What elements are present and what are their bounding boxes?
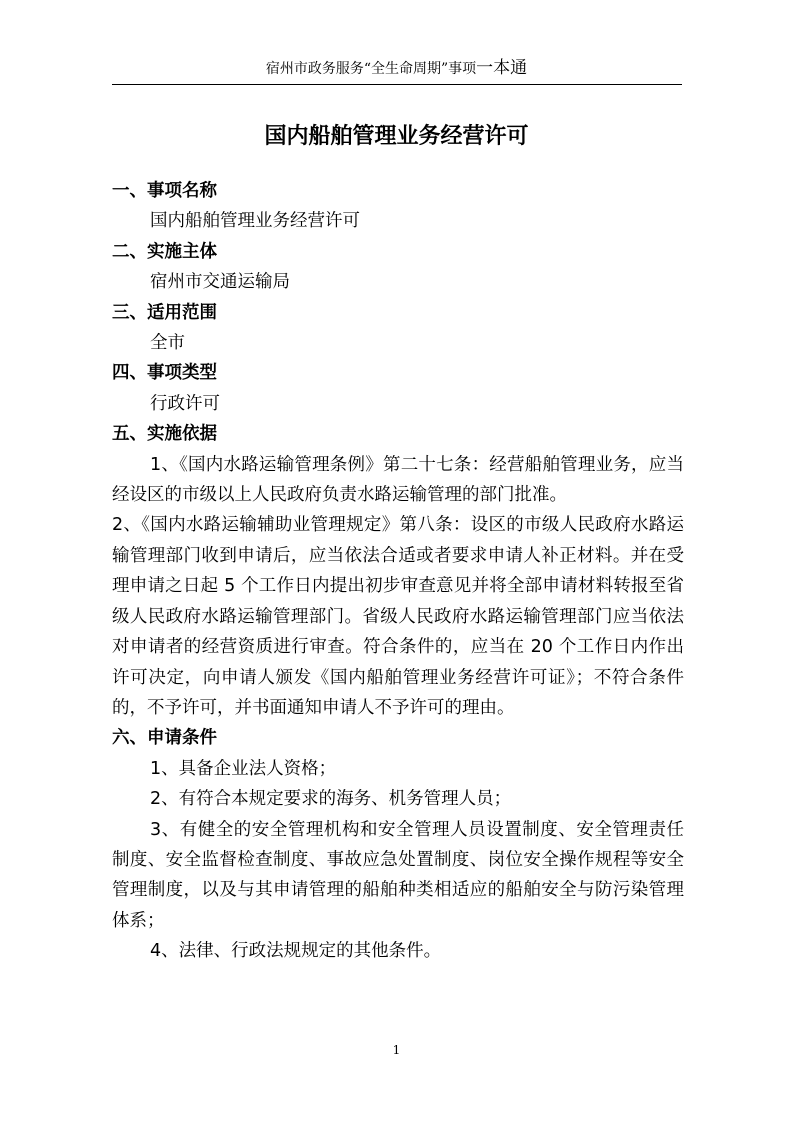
header-rule [112,84,682,85]
document-title: 国内船舶管理业务经营许可 [264,124,529,149]
section-heading-item-name: 一、事项名称 [112,181,217,201]
section-heading-implementer: 二、实施主体 [112,241,217,262]
section-heading-conditions: 六、申请条件 [112,728,217,749]
condition-item: 3、有健全的安全管理机构和安全管理人员设置制度、安全管理责任制度、安全监督检查制度、事故应急处置制度、岗位安全操作规程等安全管理制度，以及与其申请管理的船舶种类相适应的船舶安全与防污染管理体系； [112,819,684,931]
section-heading-scope: 三、适用范围 [112,302,217,323]
section-body-item-name: 国内船舶管理业务经营许可 [150,211,360,232]
section-body-scope: 全市 [150,333,185,354]
legal-basis-paragraph-2: 2、《国内水路运输辅助业管理规定》第八条：设区的市级人民政府水路运输管理部门收到申请后，应当依法合适或者要求申请人补正材料。并在受理申请之日起 5 个工作日内提出初步审查意见并将全部申请材料转报至省级人民政府水路运输管理部门。省级人民政府水路运输管理部门应当依法对申请者的经营资质进行审查。符合条件的，应当在 20 个工作日内作出许可决定，向申请人颁发《国内船舶管理业务经营许可证》；不符合条件的，不予许可，并书面通知申请人不予许可的理由。 [112,515,684,718]
section-heading-item-type: 四、事项类型 [112,363,217,384]
legal-basis-paragraph-1: 1、《国内水路运输管理条例》第二十七条：经营船舶管理业务，应当经设区的市级以上人民政府负责水路运输管理的部门批准。 [112,454,684,506]
page-number: 1 [392,1043,401,1057]
header-text: 宿州市政务服务“全生命周期”事项 [265,61,477,77]
section-body-item-type: 行政许可 [150,393,220,414]
condition-item: 1、具备企业法人资格； [150,758,337,779]
document-body [112,176,684,967]
condition-item: 2、有符合本规定要求的海务、机务管理人员； [150,789,512,810]
section-heading-legal-basis: 五、实施依据 [112,424,217,445]
page-header [0,58,793,79]
header-text-suffix: 一本通 [476,58,528,78]
condition-item: 4、法律、行政法规规定的其他条件。 [150,941,442,962]
section-body-implementer: 宿州市交通运输局 [150,272,290,293]
